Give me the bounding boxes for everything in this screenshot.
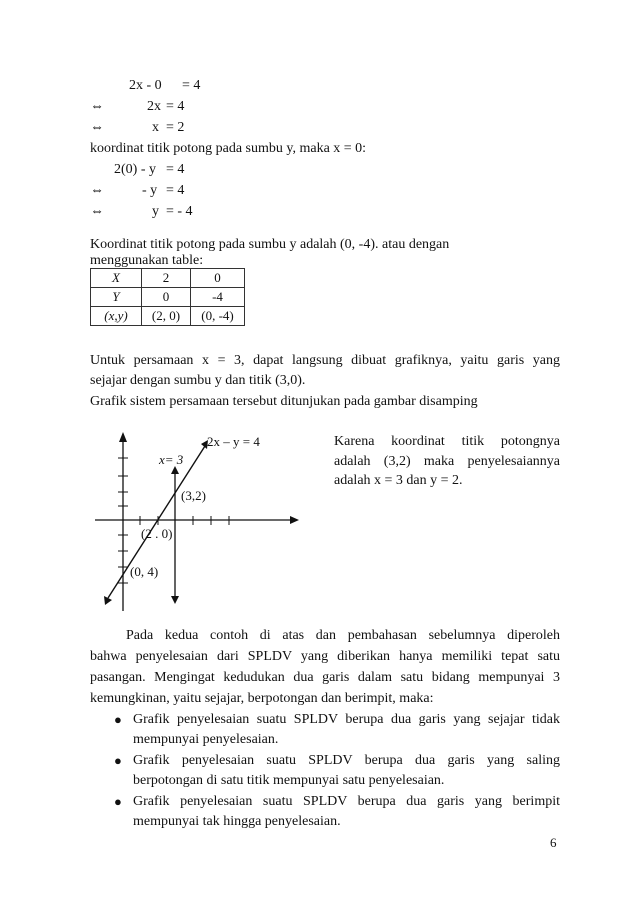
label-line1: 2x – y = 4	[207, 434, 260, 449]
graph-figure	[90, 428, 310, 613]
coord-sentence: Koordinat titik potong pada sumbu y adalah (0, -4). atau dengan	[90, 237, 450, 252]
equiv-symbol: ⇔	[90, 99, 104, 114]
step-y-2-rhs: = 4	[166, 183, 185, 198]
x-axis-arrow	[290, 516, 299, 524]
step-x-2-lhs: 2x	[147, 99, 161, 114]
table-row	[91, 307, 245, 326]
table-cell: 2	[142, 269, 191, 288]
step-y-3-rhs: = - 4	[166, 204, 193, 219]
table-row	[91, 269, 245, 288]
step-y-1-lhs: 2(0) - y	[114, 162, 156, 177]
bullet-1-line1: Grafik penyelesaian suatu SPLDV berupa dua garis yang sejajar tidak	[133, 712, 560, 727]
label-intersection: (3,2)	[181, 488, 206, 503]
bullet-3-line1: Grafik penyelesaian suatu SPLDV berupa dua garis yang berimpit	[133, 794, 560, 809]
page-number: 6	[550, 835, 557, 850]
table-cell: 0	[191, 269, 245, 288]
side-text-line2: adalah (3,2) maka penyelesaiannya	[334, 454, 560, 469]
table-cell: 0	[142, 288, 191, 307]
table-cell: (0, -4)	[191, 307, 245, 326]
step-x-1-rhs: = 4	[182, 78, 201, 93]
line-x3-arrow-top	[171, 466, 179, 474]
table-cell: X	[91, 269, 142, 288]
bullet-icon: ●	[114, 753, 122, 768]
step-y-3-lhs: y	[152, 204, 159, 219]
bullet-icon: ●	[114, 794, 122, 809]
table-intro: menggunakan table:	[90, 253, 204, 268]
conclusion-line3: pasangan. Mengingat kedudukan dua garis dalam satu bidang mempunyai 3	[90, 670, 560, 685]
step-x-1-lhs: 2x - 0	[129, 78, 162, 93]
label-line2: x= 3	[159, 452, 184, 467]
side-text-line1: Karena koordinat titik potongnya	[334, 434, 560, 449]
conclusion-line4: kemungkinan, yaitu sejajar, berpotongan dan berimpit, maka:	[90, 691, 434, 706]
graph-intro: Grafik sistem persamaan tersebut ditunjukan pada gambar disamping	[90, 394, 478, 409]
table-cell: Y	[91, 288, 142, 307]
step-y-2-lhs: - y	[142, 183, 158, 198]
step-y-1-rhs: = 4	[166, 162, 185, 177]
step-x-3-lhs: x	[152, 120, 159, 135]
y-intro-text: koordinat titik potong pada sumbu y, maka x = 0:	[90, 141, 367, 156]
bullet-icon: ●	[114, 712, 122, 727]
bullet-2-line1: Grafik penyelesaian suatu SPLDV berupa dua garis yang saling	[133, 753, 560, 768]
bullet-2-line2: berpotongan di satu titik mempunyai satu penyelesaian.	[133, 773, 445, 788]
step-x-3-rhs: = 2	[166, 120, 185, 135]
table-cell: (2, 0)	[142, 307, 191, 326]
table-cell: -4	[191, 288, 245, 307]
equiv-symbol: ⇔	[90, 120, 104, 135]
label-y-intercept: (0, 4)	[130, 564, 159, 579]
para-x3-line2: sejajar dengan sumbu y dan titik (3,0).	[90, 373, 306, 388]
table-cell: (x,y)	[91, 307, 142, 326]
conclusion-line2: bahwa penyelesaian dari SPLDV yang diberikan hanya memiliki tepat satu	[90, 649, 560, 664]
equiv-symbol: ⇔	[90, 204, 104, 219]
step-x-2-rhs: = 4	[166, 99, 185, 114]
para-x3-line1: Untuk persamaan x = 3, dapat langsung dibuat grafiknya, yaitu garis yang	[90, 353, 560, 368]
y-axis-arrow	[119, 432, 127, 442]
bullet-3-line2: mempunyai tak hingga penyelesaian.	[133, 814, 341, 829]
table-row	[91, 288, 245, 307]
conclusion-line1: Pada kedua contoh di atas dan pembahasan sebelumnya diperoleh	[126, 628, 560, 643]
label-x-intercept: (2 . 0)	[141, 526, 173, 541]
side-text-line3: adalah x = 3 dan y = 2.	[334, 473, 463, 488]
bullet-1-line2: mempunyai penyelesaian.	[133, 732, 279, 747]
line-x3-arrow-bottom	[171, 596, 179, 604]
equiv-symbol: ⇔	[90, 183, 104, 198]
xy-table	[90, 268, 245, 326]
